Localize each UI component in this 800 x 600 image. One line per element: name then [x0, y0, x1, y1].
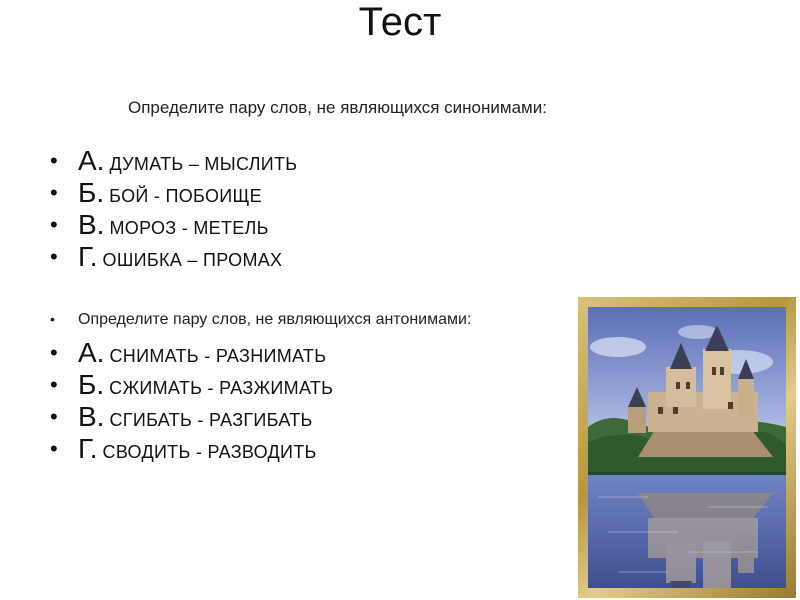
list-item: [50, 337, 333, 369]
option-letter: Г.: [78, 433, 98, 464]
list-item: [50, 145, 297, 177]
option-text: МОРОЗ - МЕТЕЛЬ: [109, 218, 269, 238]
option-letter: Б.: [78, 369, 105, 400]
option-text: ОШИБКА – ПРОМАХ: [102, 250, 283, 270]
list-item: [50, 177, 297, 209]
antonyms-options-list: [50, 337, 333, 465]
castle-reflection-image: [588, 307, 786, 588]
option-letter: Б.: [78, 177, 105, 208]
option-text: ДУМАТЬ – МЫСЛИТЬ: [109, 154, 298, 174]
option-text: СЖИМАТЬ - РАЗЖИМАТЬ: [109, 378, 334, 398]
list-item: [50, 241, 297, 273]
option-text: СГИБАТЬ - РАЗГИБАТЬ: [109, 410, 313, 430]
antonyms-question: • Определите пару слов, не являющихся антонимами:: [50, 309, 471, 331]
castle-illustration-icon: [588, 307, 786, 588]
option-letter: А.: [78, 337, 105, 368]
option-text: СВОДИТЬ - РАЗВОДИТЬ: [102, 442, 317, 462]
list-item: [50, 401, 333, 433]
option-letter: В.: [78, 209, 105, 240]
synonyms-options-list: [50, 145, 297, 273]
option-text: СНИМАТЬ - РАЗНИМАТЬ: [109, 346, 327, 366]
option-letter: А.: [78, 145, 105, 176]
option-letter: Г.: [78, 241, 98, 272]
page-title: Тест: [358, 0, 442, 44]
castle-picture-frame: [578, 297, 796, 598]
list-item: [50, 369, 333, 401]
option-letter: В.: [78, 401, 105, 432]
list-item: [50, 209, 297, 241]
synonyms-question: Определите пару слов, не являющихся синонимами:: [128, 98, 547, 117]
option-text: БОЙ - ПОБОИЩЕ: [109, 186, 262, 206]
list-item: [50, 433, 333, 465]
